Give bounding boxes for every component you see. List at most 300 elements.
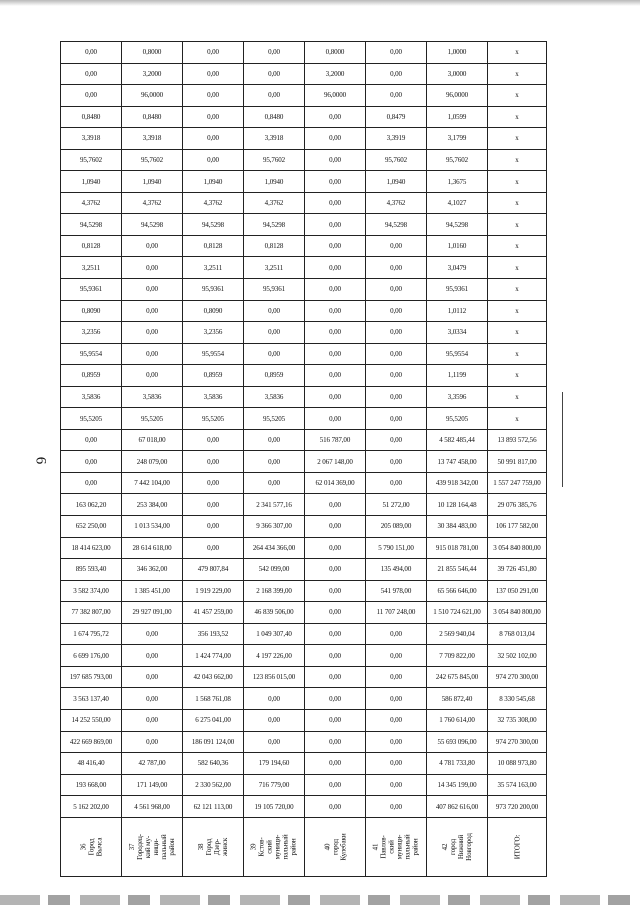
table-cell: 0,00 [183,128,244,150]
footer-row [61,818,547,877]
table-cell: 29 927 091,00 [122,602,183,624]
table-cell: 0,8128 [183,235,244,257]
table-cell: 95,9554 [427,343,488,365]
table-cell: 0,8000 [122,42,183,64]
table-row [61,580,547,602]
table-cell: 0,00 [305,753,366,775]
table-cell: 95,5205 [61,408,122,430]
table-cell: 0,00 [305,386,366,408]
district-label-cell [61,818,122,877]
table-cell: x [488,63,547,85]
table-cell: 0,00 [244,731,305,753]
table-cell: 42 787,00 [122,753,183,775]
table-cell: 1 568 761,08 [183,688,244,710]
table-cell: 0,00 [305,128,366,150]
table-cell: 95,7602 [61,149,122,171]
table-cell: 51 272,00 [366,494,427,516]
table-cell: 0,00 [122,623,183,645]
table-cell: 915 018 781,00 [427,537,488,559]
table-cell: 95,5205 [122,408,183,430]
table-cell: 1,0940 [61,171,122,193]
table-cell: 0,00 [122,666,183,688]
table-cell: 1,0000 [427,42,488,64]
table-cell: 0,00 [244,709,305,731]
table-cell: 95,5205 [183,408,244,430]
table-cell: 0,00 [305,343,366,365]
table-cell: 0,00 [366,365,427,387]
table-cell: 0,00 [305,645,366,667]
table-cell: 0,00 [305,214,366,236]
table-cell: 13 747 458,00 [427,451,488,473]
table-cell: 95,9361 [61,279,122,301]
table-cell: 3,5836 [183,386,244,408]
district-label: 41 Павлов- ский муници- пальный район [371,834,420,860]
table-row [61,451,547,473]
table-cell: 0,00 [183,494,244,516]
table-cell: 973 720 200,00 [488,796,547,818]
table-cell: 0,00 [244,42,305,64]
table-cell: 0,00 [122,235,183,257]
table-cell: 2 569 940,04 [427,623,488,645]
table-row [61,537,547,559]
table-cell: 96,0000 [305,85,366,107]
table-cell: x [488,42,547,64]
table-cell: 0,00 [122,322,183,344]
table-cell: 4 582 485,44 [427,429,488,451]
table-cell: 171 149,00 [122,774,183,796]
table-cell: x [488,235,547,257]
table-cell: 55 693 096,00 [427,731,488,753]
table-cell: 123 856 015,00 [244,666,305,688]
table-cell: 4,3762 [366,192,427,214]
table-cell: 3,2000 [305,63,366,85]
table-cell: x [488,279,547,301]
table-cell: 11 707 248,00 [366,602,427,624]
district-label-cell [305,818,366,877]
table-cell: 94,5298 [61,214,122,236]
table-cell: 4,3762 [244,192,305,214]
table-cell: 0,00 [183,537,244,559]
table-row [61,472,547,494]
table-cell: 542 099,00 [244,559,305,581]
table-cell: 0,00 [183,85,244,107]
table-cell: 0,00 [305,731,366,753]
table-cell: 346 362,00 [122,559,183,581]
table-cell: 29 076 385,76 [488,494,547,516]
table-cell: 39 726 451,80 [488,559,547,581]
table-cell: 5 162 202,00 [61,796,122,818]
table-cell: 0,00 [61,85,122,107]
table-cell: 3,5836 [122,386,183,408]
table-cell: 0,00 [305,235,366,257]
table-cell: x [488,214,547,236]
table-cell: 2 330 562,00 [183,774,244,796]
table-row [61,128,547,150]
table-cell: 0,00 [305,192,366,214]
table-row [61,516,547,538]
table-cell: 197 685 793,00 [61,666,122,688]
table-cell: 0,00 [244,688,305,710]
table-row [61,408,547,430]
table-cell: 0,00 [366,774,427,796]
table-cell: 50 991 817,00 [488,451,547,473]
table-row [61,42,547,64]
table-cell: 1 557 247 759,00 [488,472,547,494]
table-cell: 0,8959 [61,365,122,387]
table-cell: 179 194,60 [244,753,305,775]
table-cell: 9 366 307,00 [244,516,305,538]
district-label-cell [183,818,244,877]
table-cell: 0,8479 [366,106,427,128]
table-cell: 0,00 [305,537,366,559]
table-cell: 1 674 795,72 [61,623,122,645]
table-row [61,559,547,581]
table-cell: 3,2000 [122,63,183,85]
table-cell: 253 384,00 [122,494,183,516]
table-cell: x [488,149,547,171]
table-cell: 0,00 [366,300,427,322]
table-row [61,149,547,171]
table-cell: x [488,106,547,128]
table-cell: 1,3675 [427,171,488,193]
district-label-cell [488,818,547,877]
table-cell: 3,5836 [244,386,305,408]
table-cell: 3,0479 [427,257,488,279]
table-cell: 46 839 506,00 [244,602,305,624]
table-cell: 95,7602 [244,149,305,171]
table-cell: 0,8959 [183,365,244,387]
table-cell: 0,00 [366,343,427,365]
table-cell: 0,8128 [244,235,305,257]
table-cell: x [488,300,547,322]
table-cell: 3 582 374,00 [61,580,122,602]
table-cell: 0,00 [183,429,244,451]
table-row [61,171,547,193]
table-cell: 95,9361 [427,279,488,301]
table-cell: 895 593,40 [61,559,122,581]
table-row [61,192,547,214]
table-cell: 7 442 104,00 [122,472,183,494]
table-cell: 0,00 [366,386,427,408]
table-cell: 2 168 399,00 [244,580,305,602]
table-cell: 21 855 546,44 [427,559,488,581]
table-cell: 0,00 [366,731,427,753]
table-cell: 0,8000 [305,42,366,64]
table-cell: 1,0940 [366,171,427,193]
table-cell: 62 121 113,00 [183,796,244,818]
table-cell: 0,00 [305,796,366,818]
table-cell: 94,5298 [366,214,427,236]
table-row [61,257,547,279]
table-cell: x [488,257,547,279]
table-row [61,300,547,322]
table-cell: 242 675 845,00 [427,666,488,688]
table-cell: 186 091 124,00 [183,731,244,753]
table-cell: 0,00 [305,149,366,171]
table-cell: 0,8480 [244,106,305,128]
table-cell: x [488,192,547,214]
table-cell: 95,9361 [183,279,244,301]
table-cell: x [488,365,547,387]
table-row [61,429,547,451]
district-label: 39 Кстов- ский муници- пальный район [249,834,298,860]
table-cell: 0,00 [366,429,427,451]
table-row [61,386,547,408]
table-cell: 0,00 [122,343,183,365]
district-label-cell [366,818,427,877]
table-cell: 0,00 [305,709,366,731]
table-cell: 0,8128 [61,235,122,257]
table-cell: 1 919 229,00 [183,580,244,602]
table-cell: 3,5836 [61,386,122,408]
table-cell: 652 250,00 [61,516,122,538]
table-cell: 974 270 300,00 [488,731,547,753]
table-cell: 5 790 151,00 [366,537,427,559]
table-cell: 0,00 [122,731,183,753]
table-cell: 95,7602 [122,149,183,171]
table-cell: 205 089,00 [366,516,427,538]
scan-bottom-edge [0,895,640,905]
table-cell: 0,8480 [122,106,183,128]
table-cell: 0,00 [366,796,427,818]
table-cell: 3,2511 [61,257,122,279]
table-cell: 0,00 [122,365,183,387]
district-label-cell [427,818,488,877]
table-cell: 0,00 [305,300,366,322]
district-label-cell [244,818,305,877]
table-cell: 95,5205 [244,408,305,430]
table-cell: 0,00 [183,149,244,171]
table-cell: 0,8090 [61,300,122,322]
table-cell: 62 014 369,00 [305,472,366,494]
table-cell: 0,00 [305,516,366,538]
table-cell: 3,3918 [244,128,305,150]
table-cell: 1 424 774,00 [183,645,244,667]
table-cell: 96,0000 [427,85,488,107]
table-cell: 0,00 [122,688,183,710]
table-cell: 0,00 [366,235,427,257]
table-cell: 4,1027 [427,192,488,214]
table-cell: 248 079,00 [122,451,183,473]
table-cell: 0,00 [122,300,183,322]
table-cell: 6 275 041,00 [183,709,244,731]
table-cell: x [488,128,547,150]
table-cell: 1,0112 [427,300,488,322]
table-cell: 0,00 [366,666,427,688]
table-cell: 516 787,00 [305,429,366,451]
table-cell: 77 382 807,00 [61,602,122,624]
table-cell: 974 270 300,00 [488,666,547,688]
table-row [61,322,547,344]
table-row [61,796,547,818]
table-cell: 0,00 [183,451,244,473]
district-label: 42 город Нижний Новгород [441,833,473,861]
table-cell: 0,00 [305,408,366,430]
table-cell: 1 385 451,00 [122,580,183,602]
table-cell: 0,00 [244,300,305,322]
table-cell: 1,0940 [244,171,305,193]
table-cell: 1,0599 [427,106,488,128]
table-cell: 0,00 [305,580,366,602]
table-cell: 4 197 226,00 [244,645,305,667]
table-row [61,774,547,796]
margin-line [562,392,563,487]
table-cell: 28 614 618,00 [122,537,183,559]
table-cell: 30 384 483,00 [427,516,488,538]
table-cell: 95,7602 [366,149,427,171]
table-cell: 0,00 [305,279,366,301]
table-cell: 94,5298 [183,214,244,236]
table-cell: 1 760 614,00 [427,709,488,731]
table-cell: 3,2356 [183,322,244,344]
table-cell: 0,00 [305,494,366,516]
table-cell: x [488,386,547,408]
table-cell: x [488,322,547,344]
table-cell: 3,3918 [122,128,183,150]
table-row [61,106,547,128]
table-cell: 0,00 [122,279,183,301]
table-row [61,279,547,301]
table-row [61,602,547,624]
table-row [61,85,547,107]
table-cell: 0,00 [305,688,366,710]
table-body [61,42,547,877]
table-cell: x [488,171,547,193]
table-cell: 94,5298 [244,214,305,236]
table-row [61,688,547,710]
table-cell: 10 088 973,80 [488,753,547,775]
table-cell: 439 918 342,00 [427,472,488,494]
table-cell: 0,00 [305,171,366,193]
table-cell: 18 414 623,00 [61,537,122,559]
table-cell: 0,00 [244,63,305,85]
table-row [61,494,547,516]
table-row [61,645,547,667]
table-row [61,235,547,257]
table-cell: 0,00 [183,42,244,64]
table-cell: 7 709 822,00 [427,645,488,667]
table-cell: 2 341 577,16 [244,494,305,516]
table-cell: 422 669 869,00 [61,731,122,753]
table-cell: 1,1199 [427,365,488,387]
table-cell: 3 054 840 800,00 [488,537,547,559]
table-cell: 1 049 307,40 [244,623,305,645]
table-cell: 163 062,20 [61,494,122,516]
table-row [61,623,547,645]
table-cell: 3,1799 [427,128,488,150]
table-cell: 32 502 102,00 [488,645,547,667]
table-cell: 0,00 [61,429,122,451]
table-cell: 94,5298 [122,214,183,236]
table-cell: 4,3762 [183,192,244,214]
table-cell: 6 699 176,00 [61,645,122,667]
table-cell: 3 054 840 800,00 [488,602,547,624]
table-cell: 3,0334 [427,322,488,344]
table-cell: 264 434 366,00 [244,537,305,559]
table-cell: 0,00 [61,42,122,64]
table-cell: x [488,408,547,430]
table-cell: 0,00 [366,408,427,430]
table-cell: 0,00 [366,85,427,107]
table-row [61,63,547,85]
table-cell: 0,00 [305,322,366,344]
table-cell: 42 043 662,00 [183,666,244,688]
table-cell: 1,0940 [183,171,244,193]
table-cell: 479 807,84 [183,559,244,581]
table-cell: 4 781 733,80 [427,753,488,775]
table-row [61,731,547,753]
table-cell: 0,00 [244,472,305,494]
table-cell: 0,00 [305,623,366,645]
table-cell: 0,00 [244,343,305,365]
table-cell: 95,9361 [244,279,305,301]
table-cell: 0,00 [366,322,427,344]
table-cell: 0,8480 [61,106,122,128]
table-cell: 407 862 616,00 [427,796,488,818]
table-cell: 41 457 259,00 [183,602,244,624]
table-cell: 65 566 646,00 [427,580,488,602]
table-cell: 0,00 [305,602,366,624]
table-cell: 0,00 [183,63,244,85]
table-cell: 0,00 [183,516,244,538]
table-cell: 0,00 [122,257,183,279]
table-cell: 0,00 [61,451,122,473]
table-cell: 0,00 [366,688,427,710]
table-cell: 356 193,52 [183,623,244,645]
table-row [61,365,547,387]
table-cell: 0,00 [366,63,427,85]
table-cell: 95,9554 [61,343,122,365]
table-cell: 10 128 164,48 [427,494,488,516]
table-cell: 0,00 [305,774,366,796]
table-cell: 0,00 [305,257,366,279]
table-cell: 3 563 137,40 [61,688,122,710]
table-cell: 3,3919 [366,128,427,150]
table-cell: 8 768 013,04 [488,623,547,645]
table-cell: 0,00 [122,645,183,667]
table-cell: 0,00 [122,709,183,731]
table-cell: 14 345 199,00 [427,774,488,796]
table-cell: 3,3596 [427,386,488,408]
table-cell: 0,00 [305,106,366,128]
table-cell: 1,0940 [122,171,183,193]
table-cell: 0,00 [244,322,305,344]
table-cell: 4,3762 [122,192,183,214]
table-cell: 32 735 308,00 [488,709,547,731]
table-cell: x [488,85,547,107]
page-number: 6 [32,456,49,465]
data-table [60,41,547,877]
table-cell: 0,8090 [183,300,244,322]
district-label: 38 Город Дзер- жинск [197,837,229,857]
table-cell: 95,5205 [427,408,488,430]
table-cell: 4 561 968,00 [122,796,183,818]
table-cell: 137 050 291,00 [488,580,547,602]
table-cell: 0,00 [366,623,427,645]
table-cell: 3,2511 [244,257,305,279]
table-cell: 96,0000 [122,85,183,107]
table-cell: 0,00 [366,753,427,775]
scan-top-edge [0,0,640,6]
table-cell: 0,00 [61,63,122,85]
table-cell: 0,00 [244,451,305,473]
table-cell: 541 978,00 [366,580,427,602]
table-cell: 3,3918 [61,128,122,150]
table-cell: 0,00 [305,666,366,688]
table-cell: 0,00 [183,106,244,128]
district-label: 37 Городец- кий му- ници- пальный район [128,834,176,860]
district-label: 36 Город Вычса [78,837,103,857]
